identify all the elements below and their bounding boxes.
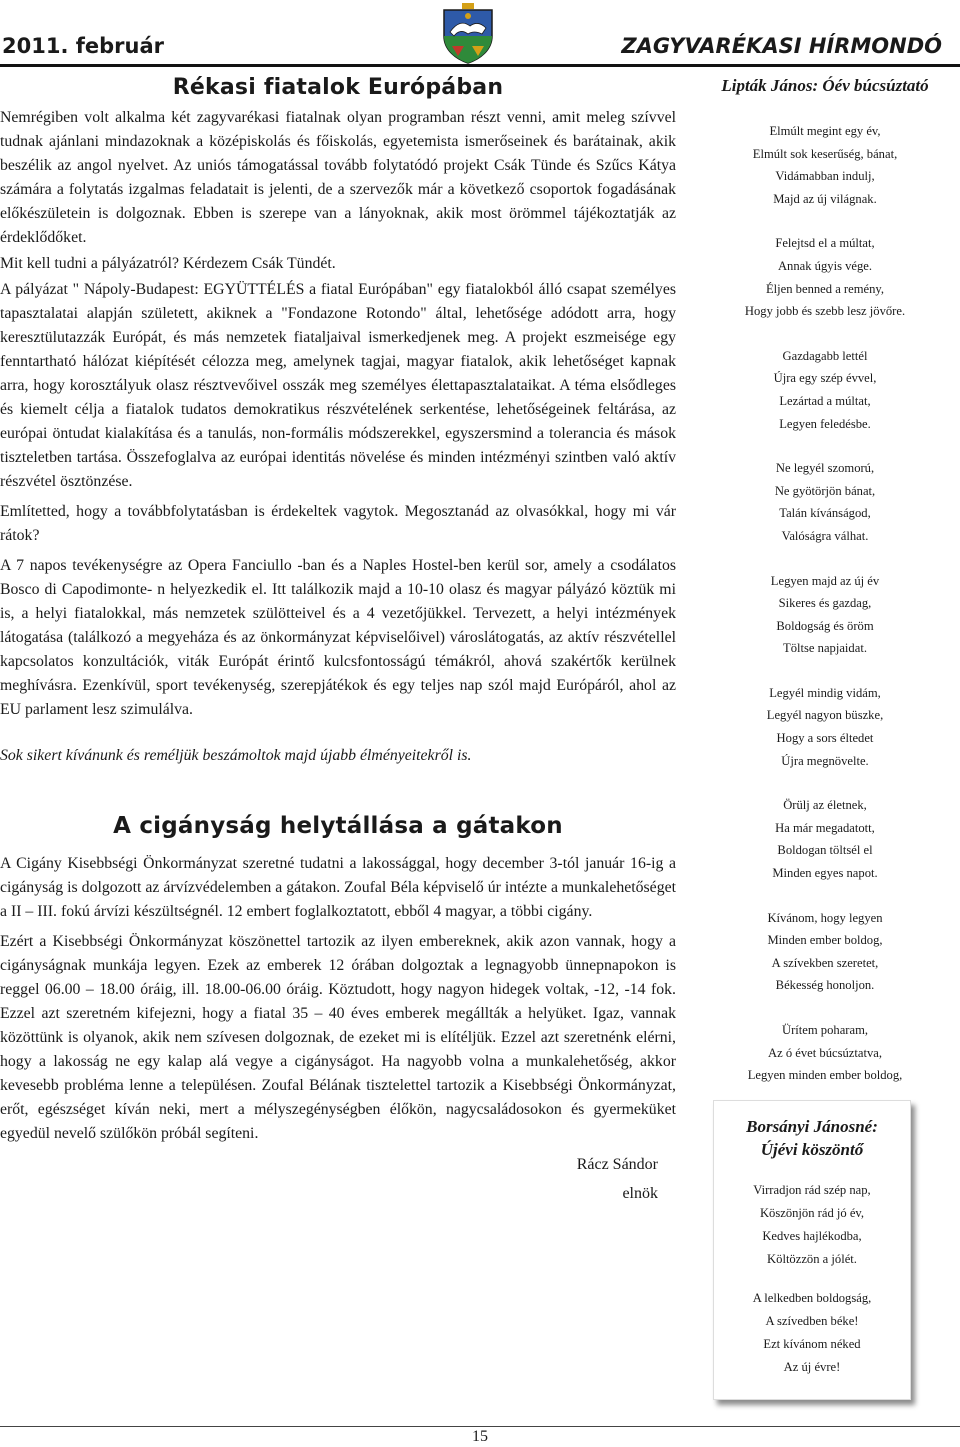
poem-stanza (690, 457, 960, 547)
main-column (0, 66, 676, 1208)
poem-stanza (690, 907, 960, 997)
header-newspaper-name: ZAGYVARÉKASI HÍRMONDÓ (621, 34, 942, 58)
poem-stanza (690, 1019, 960, 1087)
poem-line: A lelkedben boldogság, (752, 1291, 872, 1305)
poem-line: Ürítem poharam, (781, 1023, 869, 1037)
poem-line: Kívánom, hogy legyen (767, 910, 883, 925)
poem-line: Köszönjön rád jó év, (759, 1206, 865, 1220)
poem-line: Békesség honoljon. (775, 978, 875, 993)
poem-line: Annak úgyis vége. (777, 258, 873, 273)
poem-line: Legyen minden ember boldog, (747, 1068, 903, 1083)
poem-line: Legyél mindig vidám, (769, 685, 881, 700)
article-paragraph: Ezért a Kisebbségi Önkormányzat köszönettel tartozik az ilyen embereknek, akik azon vannak, hogy a cigányságnak munkája legyen. Ezek az emberek 12 órában dolgoztak a legnagyobb ünnepnapokon is reggel 06.00 – 18.00 óráig, ill. 18.00-06.00 óráig. Köztudott, hogy nagyon hidegek voltak, -12, -14 fok. Ezzel azt szeretném kifejezni, hogy a fiatal 35 – 40 éves emberek megállták a helyüket. Igaz, vannak közöttünk is olyanok, akik nem szívesen dolgoznak, de ezeket mi is elítéljük. Ezzel azt szeretnénk elérni, hogy a lakosság ne egy kalap alá vegye a cigányságot. Ha nagyobb volna a munkalehetőség, akkor kevesebb probléma lenne a településen. Zoufal Bélának tisztelettel tartozik a Kisebbségi Önkormányzat, erőt, egészséget kíván neki, mert a mélyszegénységben élőkön, nagycsaládosokon és gyermeküket egyedül nevelő szülőkön próbál segíteni. (0, 933, 676, 1142)
poem-stanza (690, 345, 960, 435)
article-title: A cigányság helytállása a gátakon (113, 813, 563, 839)
poem-line: Legyen majd az új év (770, 573, 880, 588)
poem-line: A szívekben szeretet, (771, 955, 879, 970)
poem-line: Boldogan töltsél el (777, 843, 873, 858)
poem-line: Újra egy szép évvel, (773, 371, 877, 386)
article-paragraph: Említetted, hogy a továbbfolytatásban is érdekeltek vagytok. Megosztanád az olvasókkal, hogy mi vár rátok? (0, 503, 676, 544)
article-paragraph: A pályázat " Nápoly-Budapest: EGYÜTTÉLÉS a fiatal Európában" egy fiatalokból álló csapat személyes tapasztalatai alapján született, akiknek a "Fondazone Rotondo" által, lehetősége adódott arra, hogy keresztülutazzák Európát, és más nemzetek fiataljaival ismerkedjenek meg. A projekt eszmeisége egy fenntartható hálózat kiépítését célozza meg, amelynek tagjai, magyar fiatalok, akik lehetőséget kapnak arra, hogy korosztályuk olasz résztvevőivel osszák meg személyes élettapasztalataikat. A téma elsődleges és kiemelt célja a fiatalok tudatos demokratikus részvételének serkentése, lehetőségeinek feltárása, az európai öntudat kialakítása és a tanulás, non-formális módszerekkel, egyszersmind a tolerancia és mások tiszteletben tartása. Összefoglalva az európai identitás növelése és minden intézményi szintben való aktív részvétel ösztönzése. (0, 281, 676, 490)
poem-line: Majd az új világnak. (773, 191, 877, 206)
poem-title: Lipták János: Óév búcsúztató (721, 76, 929, 95)
poem-line: Valóságra válhat. (781, 528, 869, 543)
poem-line: Hogy jobb és szebb lesz jövőre. (744, 304, 906, 319)
poem-stanza (714, 1287, 910, 1379)
poem-line: Lezártad a múltat, (779, 393, 871, 408)
article-paragraph: A 7 napos tevékenységre az Opera Fanciullo -ban és a Naples Hostel-ben kerül sor, amely a csodálatos Bosco di Capodimonte- n helyezkedik el. Itt találkozik majd a 10-10 olasz és magyar pályázó köztük mi is, a helyi fiatalokkal, más nemzetek szülötteivel és a 4 vezetőjükkel. Tervezett, a helyi intézmények látogatása (találkozó a megyeháza és az önkormányzat képviselőivel) városlátogatás, az aktív részvétellel kapcsolatos konzultációk, viták Európát érintő kulcsfontosságú témákról, ahová szakértők kerülnek meghívásra. Ezenkívül, sport tevékenység, szerepjátékok és egy teljes nap szól majd Európáról, ahol az EU parlament lesz szimulálva. (0, 557, 676, 718)
poem-line: Ezt kívánom néked (763, 1337, 861, 1351)
poem-line: Újra megnövelte. (781, 753, 869, 768)
poem-line: Az ó évet búcsúztatva, (768, 1045, 882, 1060)
article-closing: Sok sikert kívánunk és reméljük beszámoltok majd újabb élményeitekről is. (0, 747, 472, 764)
poem-line: Elmúlt sok keserűség, bánat, (752, 146, 898, 161)
poem-line: A szívedben béke! (765, 1314, 859, 1328)
poem-box-name: Újévi köszöntő (760, 1140, 864, 1159)
footer-divider (0, 1426, 960, 1427)
article-paragraph: Mit kell tudni a pályázatról? Kérdezem Csák Tündét. (0, 255, 336, 272)
poem-line: Hogy a sors éltedet (776, 731, 874, 746)
poem-line: Kedves hajlékodba, (762, 1229, 862, 1243)
poem-line: Elmúlt megint egy év, (769, 124, 881, 138)
poem-line: Legyen feledésbe. (779, 416, 871, 431)
coat-of-arms-icon (438, 2, 498, 64)
poem-box (713, 1100, 911, 1400)
poem-line: Vidámabban indulj, (775, 169, 875, 184)
poem-line: Virradjon rád szép nap, (753, 1183, 871, 1197)
poem-line: Minden ember boldog, (767, 933, 883, 948)
signature-name: Rácz Sándor (576, 1156, 658, 1173)
poem-line: Sikeres és gazdag, (778, 596, 872, 611)
poem-line: Ne gyötörjön bánat, (774, 483, 876, 498)
poem-line: Minden egyes napot. (772, 866, 878, 881)
poem-stanza (690, 570, 960, 660)
poem-line: Boldogság és öröm (776, 618, 874, 633)
header-date: 2011. február (2, 34, 164, 58)
article-title: Rékasi fiatalok Európában (172, 75, 504, 100)
poem-stanza (690, 794, 960, 884)
poem-line: Ha már megadatott, (775, 820, 875, 835)
poem-line: Felejtsd el a múltat, (775, 236, 875, 251)
poem-box-title (714, 1115, 910, 1161)
poem-stanza (690, 682, 960, 772)
article-paragraph: Nemrégiben volt alkalma két zagyvarékasi fiatalnak olyan programban részt venni, amit meleg szívvel tudnak ajánlani mindazoknak a középiskolás és főiskolás, egyetemista ismerőseinek és barátainak, akik beszélik az angol nyelvet. Az uniós támogatással tovább folytatódó projekt Csák Tünde és Szűcs Kátya számára a folytatás izgalmas feladatait is jelenti, de a szervezők már a következő csoportok fogadásának előkészületein is dolgoznak. Ebben is szerepe van a lányoknak, akik most örömmel tájékoztatják az érdeklődőket. (0, 109, 676, 246)
poem-stanza (690, 120, 960, 210)
poem-line: Költözzön a jólét. (767, 1252, 857, 1266)
poem-line: Éljen benned a remény, (765, 281, 885, 296)
poem-line: Töltse napjaidat. (783, 641, 867, 656)
signature-role: elnök (622, 1185, 658, 1202)
poem-line: Örülj az életnek, (783, 798, 867, 813)
poem-stanza (714, 1179, 910, 1271)
poem-line: Ne legyél szomorú, (775, 461, 875, 476)
poem-box-author: Borsányi Jánosné: (746, 1117, 878, 1136)
poem-line: Az új évre! (783, 1360, 841, 1374)
article-paragraph: A Cigány Kisebbségi Önkormányzat szeretné tudatni a lakossággal, hogy december 3-tól január 16-ig a cigányság is dolgozott az árvízvédelemben a gátakon. Zoufal Béla képviselő úr intézte a munkalehetőséget a II – III. fokú árvízi készültségnél. 12 embert foglalkoztatott, ebből 4 magyar, a többi cigány. (0, 855, 676, 920)
poem-sidebar (690, 66, 960, 1109)
poem-line: Legyél nagyon büszke, (766, 708, 884, 723)
poem-line: Gazdagabb lettél (782, 348, 868, 363)
poem-line: Talán kívánságod, (779, 506, 871, 521)
page-number: 15 (472, 1428, 488, 1445)
poem-stanza (690, 232, 960, 322)
